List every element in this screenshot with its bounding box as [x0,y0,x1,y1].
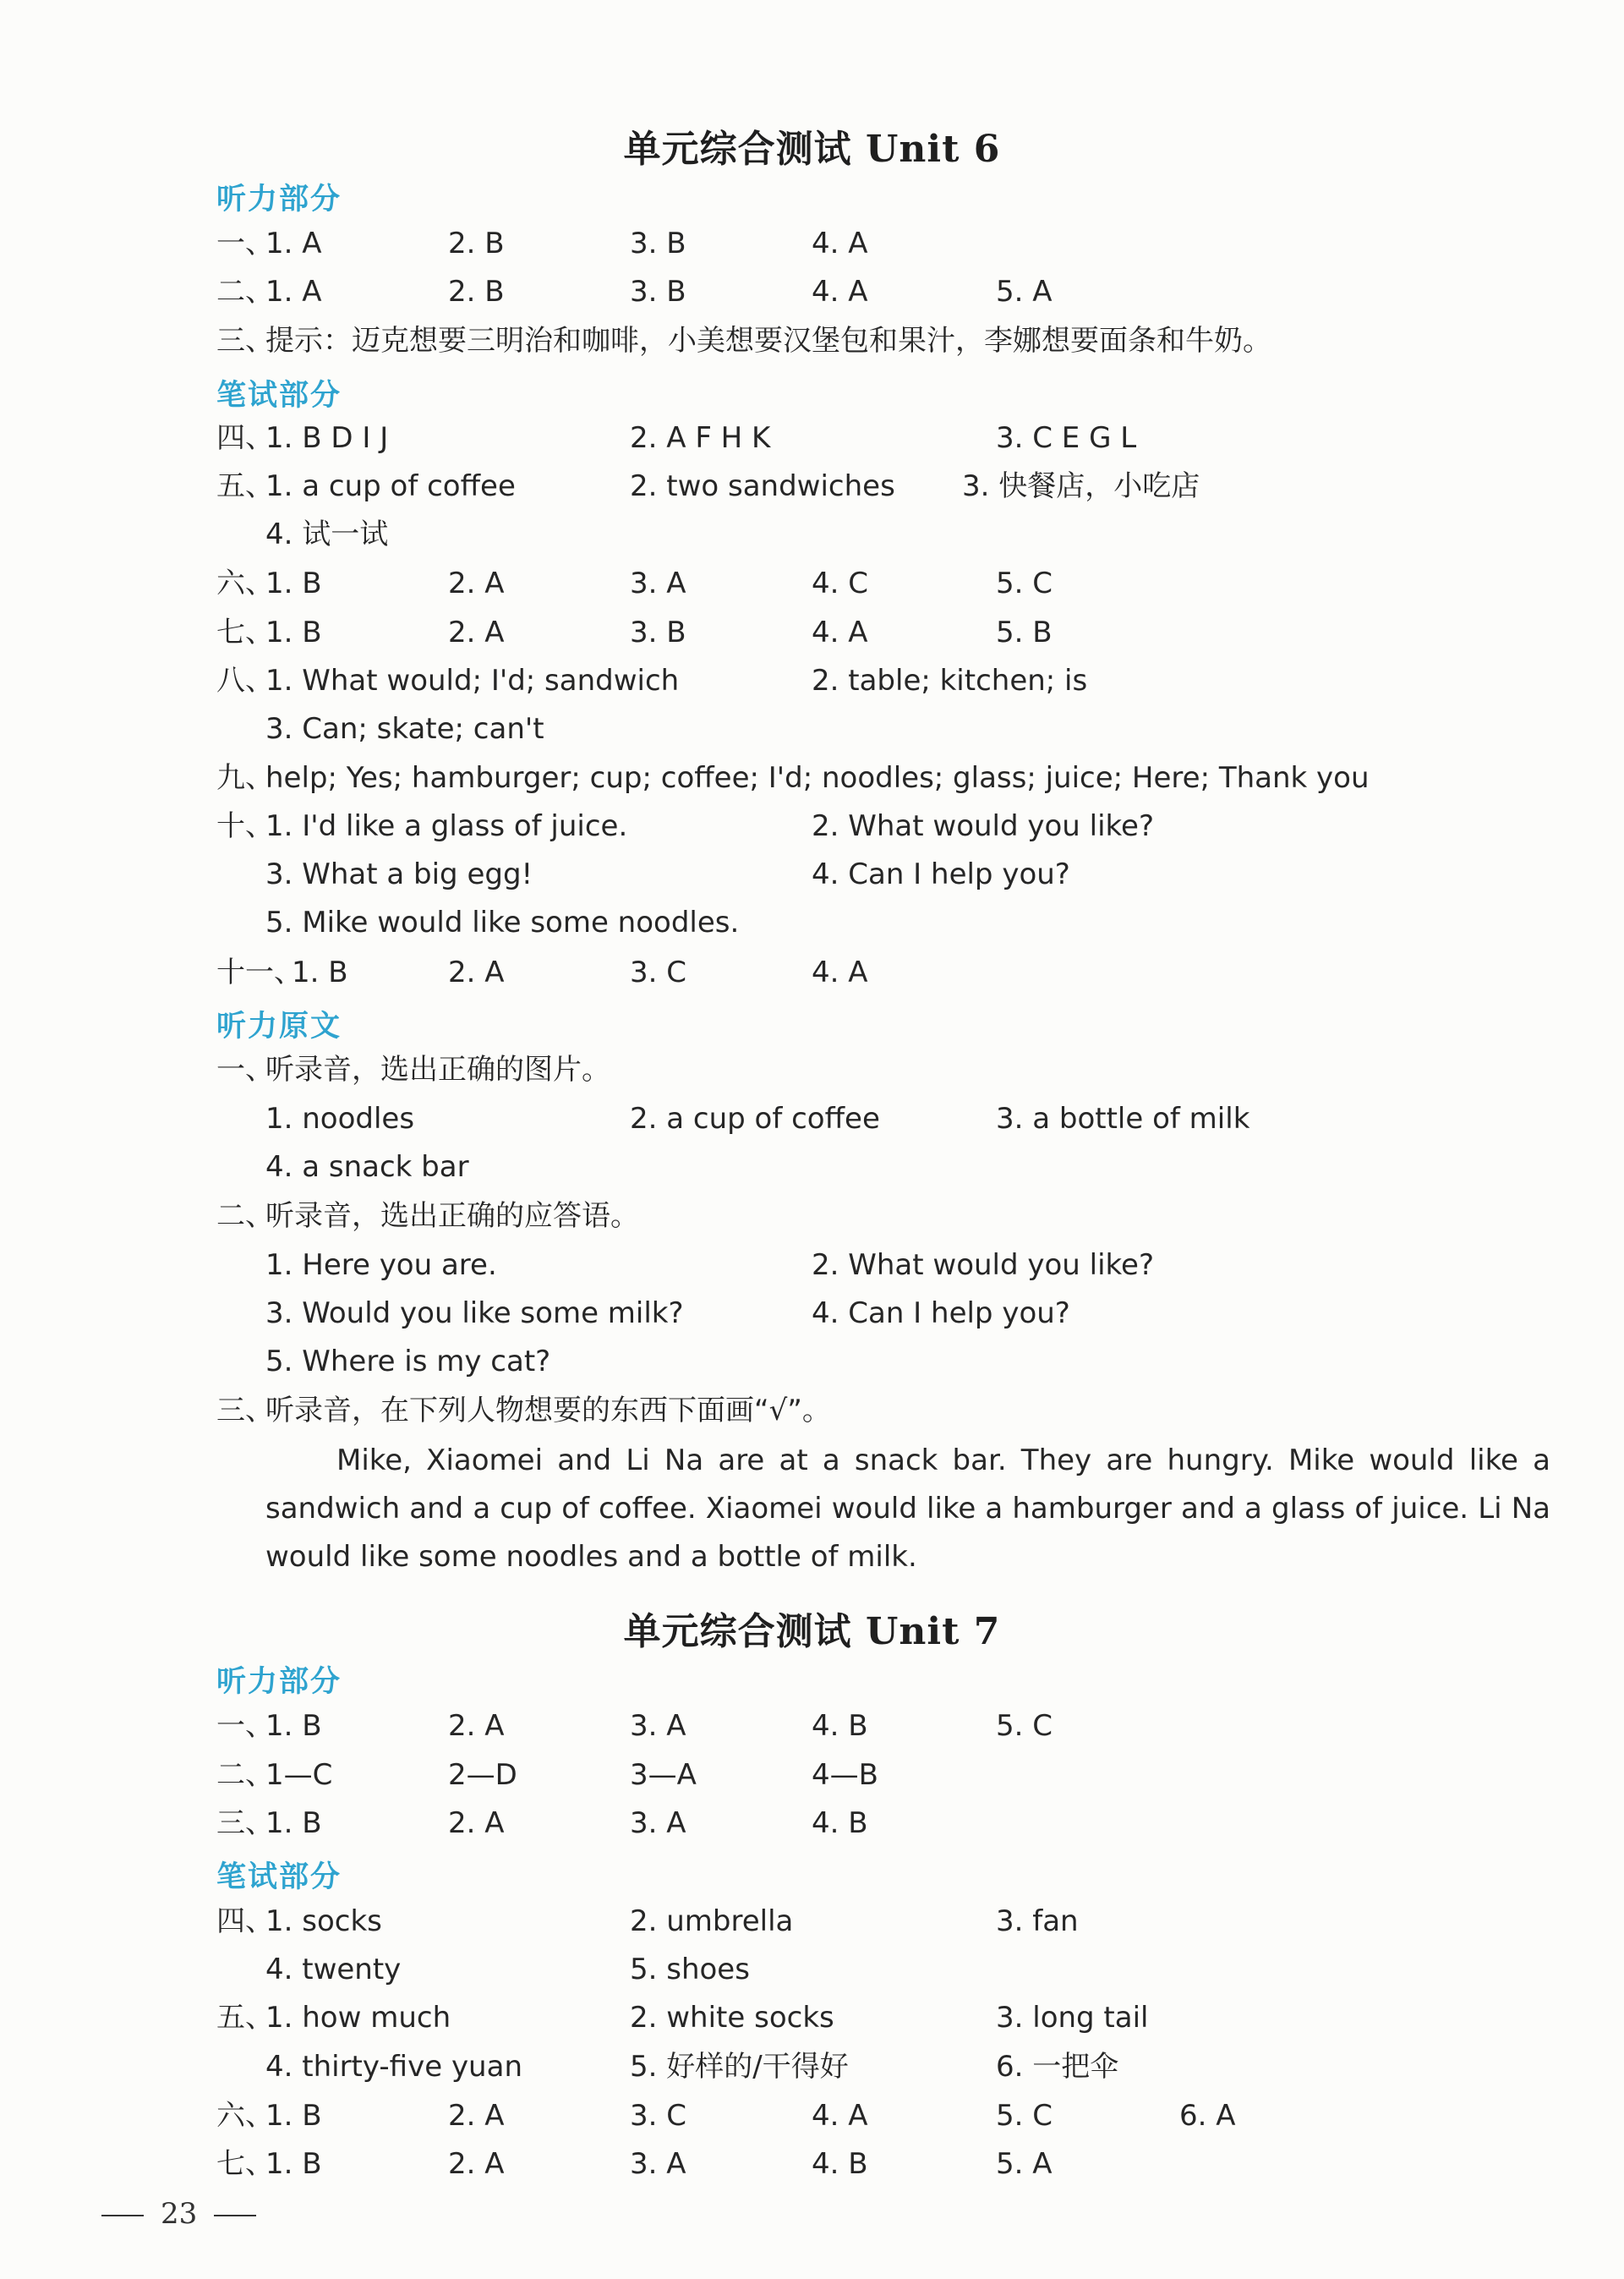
answer: 3—A [630,1758,697,1792]
prefix: 七、 [216,2147,274,2181]
u6-q5-row-2 [0,510,1624,559]
u6-t3-row [0,1386,1624,1435]
answer: 2. two sandwiches [630,469,895,503]
prefix: 六、 [216,567,274,600]
option: 4. a snack bar [265,1150,469,1184]
u6-q1-row [0,219,1624,268]
answer: 1. how much [265,2001,451,2035]
prefix: 五、 [216,2001,274,2035]
answer: 4. A [812,2099,868,2133]
answer: 2—D [448,1758,517,1792]
instruction: 听录音，在下列人物想要的东西下面画“√”。 [265,1394,831,1427]
answer: 3. B [630,616,686,649]
u6-q11-row [0,948,1624,997]
u6-q7-row [0,608,1624,657]
u6-q10-row-3 [0,898,1624,947]
unit-7-title: 单元综合测试 Unit 7 [623,1610,1001,1653]
u6-q9-row [0,753,1624,803]
u7-q5-row-2 [0,2042,1624,2091]
prefix: 三、 [216,1806,274,1840]
answer: 1. B [265,567,322,600]
prefix: 三、 [216,1394,274,1427]
answer: 3. long tail [996,2001,1149,2035]
prefix: 四、 [216,421,274,455]
option: 1. noodles [265,1102,415,1136]
unit-6-listening-heading: 听力部分 [216,183,342,216]
answer: 1. a cup of coffee [265,469,516,503]
answer: 2. A [448,567,505,600]
answer: 5. A [996,275,1053,309]
dash-left [101,2215,144,2216]
answer: 3. What a big egg! [265,857,533,891]
u6-q8-row-2 [0,704,1624,753]
answer: 1. A [265,275,322,309]
answer: 4. C [812,567,868,600]
page-number-footer [85,2197,273,2231]
prefix: 一、 [216,1053,274,1087]
answer: 4. twenty [265,1953,402,1986]
prefix: 二、 [216,275,274,309]
unit-7-listening-heading: 听力部分 [216,1665,342,1699]
prefix: 九、 [216,761,274,795]
prefix: 三、 [216,324,274,358]
u6-t2-options-2 [0,1289,1624,1338]
transcript-paragraph: Mike, Xiaomei and Li Na are at a snack bar. They are hungry. Mike would like a sandwich and a cup of coffee. Xiaomei would like a hamburger and a glass of juice. Li Na would like some noodles and a bottle of milk. [265,1444,1550,1574]
answer: 5. shoes [630,1953,750,1986]
answer: 2. A [448,2147,505,2181]
answer: 2. A [448,616,505,649]
answer: 2. A [448,1709,505,1743]
u6-q4-row [0,414,1624,463]
answer: 1. B [292,956,348,989]
prefix: 八、 [216,664,274,698]
u6-q6-row [0,559,1624,608]
answer: 1. What would; I'd; sandwich [265,664,680,698]
instruction: 听录音，选出正确的应答语。 [265,1199,639,1233]
answer: 3. C [630,2099,686,2133]
answer: 5. B [996,616,1053,649]
u7-q2-row [0,1750,1624,1800]
answer: 3. A [630,1709,686,1743]
answer: 2. B [448,275,505,309]
prefix: 十、 [216,809,274,843]
answer: 3. A [630,1806,686,1840]
answer: 2. What would you like? [812,809,1154,843]
answer: 5. 好样的/干得好 [630,2050,849,2084]
page-number: 23 [161,2197,198,2231]
answer: 3. C [630,956,686,989]
dash-right [214,2215,256,2216]
prefix: 一、 [216,1709,274,1743]
answer: 2. A [448,2099,505,2133]
u7-q1-row [0,1701,1624,1750]
u7-q3-row [0,1799,1624,1848]
answer: 2. A [448,1806,505,1840]
answer: 2. A F H K [630,421,771,455]
prefix: 七、 [216,616,274,649]
answer: 1. B [265,2147,322,2181]
answer: 3. 快餐店，小吃店 [962,469,1200,503]
prefix: 二、 [216,1758,274,1792]
answer: 3. B [630,227,686,260]
answer: 3. B [630,275,686,309]
answer: 1. B [265,616,322,649]
unit-6-title: 单元综合测试 Unit 6 [623,128,1001,171]
u6-t2-options-3 [0,1337,1624,1386]
unit-7-written-heading: 笔试部分 [216,1860,342,1894]
answer: 4. A [812,275,868,309]
answer: 2. A [448,956,505,989]
answer: 5. C [996,567,1053,600]
option: 2. What would you like? [812,1248,1154,1282]
answer: 1. socks [265,1904,382,1938]
answer: 4. thirty-five yuan [265,2050,522,2084]
answer: 4. B [812,2147,868,2181]
prefix: 十一、 [216,956,303,989]
option: 3. a bottle of milk [996,1102,1250,1136]
u6-t2-options [0,1241,1624,1290]
option: 3. Would you like some milk? [265,1296,684,1330]
answer: 4. A [812,956,868,989]
option: 5. Where is my cat? [265,1345,551,1378]
answer-text: 提示：迈克想要三明治和咖啡，小美想要汉堡包和果汁，李娜想要面条和牛奶。 [265,324,1271,358]
answer: 4. 试一试 [265,518,389,551]
answer: 5. C [996,2099,1053,2133]
option: 4. Can I help you? [812,1296,1070,1330]
unit-6-written-heading: 笔试部分 [216,379,342,413]
u6-t1-options-2 [0,1142,1624,1192]
u6-t1-options [0,1094,1624,1143]
u6-q3-row [0,316,1624,365]
answer: 5. Mike would like some noodles. [265,906,740,940]
answer: 3. A [630,2147,686,2181]
answer: 3. C E G L [996,421,1137,455]
u7-q7-row [0,2139,1624,2189]
answer: 2. white socks [630,2001,834,2035]
answer: 6. A [1179,2099,1236,2133]
answer: 6. 一把伞 [996,2050,1119,2084]
answer: 1. I'd like a glass of juice. [265,809,628,843]
instruction: 听录音，选出正确的图片。 [265,1053,610,1087]
u6-q10-row [0,802,1624,851]
u6-q8-row [0,656,1624,705]
prefix: 四、 [216,1904,274,1938]
u6-t2-row [0,1192,1624,1241]
answer: 1. B [265,2099,322,2133]
u6-q10-row-2 [0,850,1624,899]
answer: 5. A [996,2147,1053,2181]
answer: 4. B [812,1806,868,1840]
answer: 3. Can; skate; can't [265,712,544,746]
answer: 1—C [265,1758,333,1792]
answer: 3. fan [996,1904,1079,1938]
answer: 4. B [812,1709,868,1743]
unit-6-transcript-heading: 听力原文 [216,1010,342,1044]
prefix: 五、 [216,469,274,503]
prefix: 二、 [216,1199,274,1233]
answer: 4. A [812,616,868,649]
u7-q4-row-2 [0,1945,1624,1994]
option: 2. a cup of coffee [630,1102,880,1136]
answer: 2. umbrella [630,1904,794,1938]
answer: 4. A [812,227,868,260]
u7-q5-row [0,1993,1624,2042]
u7-q6-row [0,2091,1624,2140]
answer: 2. table; kitchen; is [812,664,1088,698]
answer: 1. B [265,1709,322,1743]
prefix: 六、 [216,2099,274,2133]
u7-q4-row [0,1897,1624,1946]
answer: 3. A [630,567,686,600]
answer: 1. B D I J [265,421,389,455]
option: 1. Here you are. [265,1248,497,1282]
answer: 1. A [265,227,322,260]
answer-text: help; Yes; hamburger; cup; coffee; I'd; noodles; glass; juice; Here; Thank you [265,761,1370,795]
u6-q5-row [0,462,1624,511]
answer: 4. Can I help you? [812,857,1070,891]
u6-t1-row [0,1045,1624,1094]
u6-q2-row [0,267,1624,316]
answer: 5. C [996,1709,1053,1743]
answer: 1. B [265,1806,322,1840]
answer: 4—B [812,1758,878,1792]
answer: 2. B [448,227,505,260]
prefix: 一、 [216,227,274,260]
